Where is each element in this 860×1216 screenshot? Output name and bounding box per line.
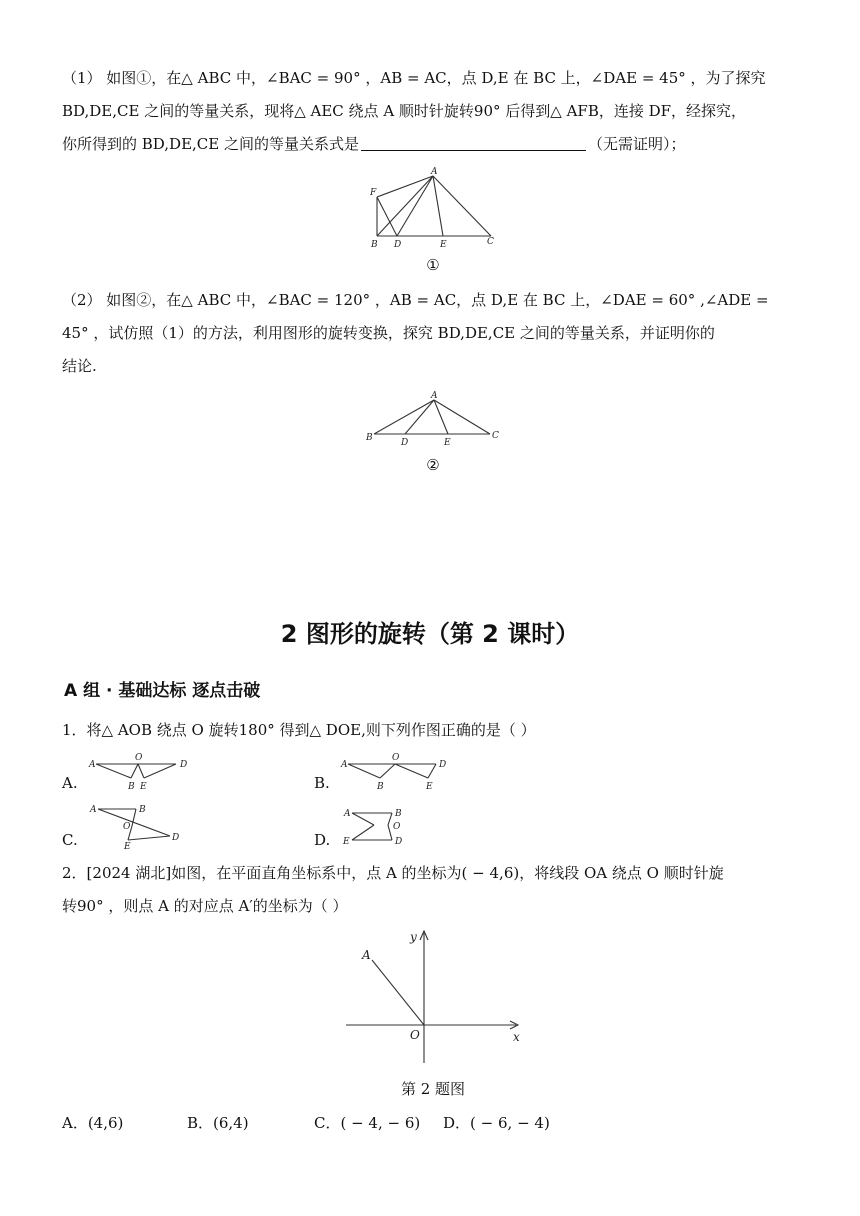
fig1-label-d: D [394,240,402,250]
fig2-label-e: E [444,438,451,448]
figure-2-caption: ② [426,456,440,474]
q1-option-d-label: D. [314,831,331,849]
part1-line3-before: 你所得到的 BD,DE,CE 之间的等量关系式是 [62,135,359,153]
qb-label-b: B [377,782,384,792]
qa-segment-ed [144,764,176,778]
q2-label-y: y [410,930,417,944]
q2-option-a: A．(4,6) [62,1114,124,1132]
qb-segment-ab [348,764,380,778]
q1-option-b-figure [340,750,455,792]
qd-segment-ao [352,813,374,825]
fig2-label-d: D [401,438,409,448]
qa-label-b: B [128,782,135,792]
q2-option-b: B．(6,4) [187,1114,249,1132]
q2-figure-caption: 第 2 题图 [400,1080,466,1098]
qa-segment-bo [131,764,138,778]
qb-label-d: D [439,760,447,770]
q1-stem-line: 1．将△ AOB 绕点 O 旋转180° 得到△ DOE,则下列作图正确的是（ ） [62,721,536,739]
qb-segment-oe [395,764,428,778]
fig1-label-f: F [370,188,377,198]
part1-line3 [62,128,802,161]
qc-label-d: D [172,833,180,843]
qb-label-a: A [341,760,348,770]
fig2-segment-ac [434,400,490,434]
q2-option-c: C．( − 4, − 6) [314,1114,421,1132]
q1-stem [62,714,802,747]
part2-line3: 结论. [62,357,97,375]
fig2-segment-ae [434,400,448,434]
qd-segment-od [388,825,392,840]
q2-line1: 2．[2024 湖北]如图，在平面直角坐标系中，点 A 的坐标为( − 4,6)，将线段 OA 绕点 O 顺时针旋 [62,864,724,882]
fig1-segment-ba [377,176,433,236]
qa-label-d: D [180,760,188,770]
q1-option-a-label: A. [62,774,78,792]
fig1-label-a: A [431,167,438,177]
qd-label-a: A [344,809,351,819]
part2-text [62,284,802,383]
q1-option-a-figure [88,750,198,792]
fig2-label-c: C [492,431,499,441]
q2-option-d: D．( − 6, − 4) [443,1114,550,1132]
qa-label-e: E [140,782,147,792]
answer-blank [361,132,586,151]
q1-option-c-label: C. [62,831,78,849]
fig1-label-e: E [440,240,447,250]
fig1-segment-ad [397,176,433,236]
figure-q2-coordinate-plane [340,925,530,1067]
figure-1-caption: ① [426,256,440,274]
part1-line2: BD,DE,CE 之间的等量关系，现将△ AEC 绕点 A 顺时针旋转90° 后得到△ AFB，连接 DF，经探究， [62,102,747,120]
qc-label-b: B [139,805,146,815]
fig2-segment-ad [405,400,434,434]
qc-segment-ad [98,809,170,836]
q2-label-o: O [410,1028,420,1042]
qa-segment-ab [96,764,131,778]
qa-label-o: O [135,753,143,763]
part1-text [62,62,802,161]
qd-label-d: D [395,837,403,847]
q2-line2: 转90° ，则点 A 的对应点 A′的坐标为（ ） [62,897,348,915]
qc-segment-ed [128,836,170,840]
qb-segment-ed [428,764,436,778]
qd-label-e: E [343,837,350,847]
figure-1 [365,165,505,255]
fig2-label-b: B [366,433,373,443]
qa-segment-oe [138,764,144,778]
qc-label-a: A [90,805,97,815]
q1-option-c-figure [88,800,188,850]
q1-option-b-label: B. [314,774,330,792]
q2-label-x: x [513,1030,520,1044]
qd-segment-bo [388,813,392,825]
part2-line1: （2） 如图②，在△ ABC 中，∠BAC = 120° ，AB = AC，点 D,E 在 BC 上，∠DAE = 60° ,∠ADE = [62,291,769,309]
qa-label-a: A [89,760,96,770]
fig1-segment-fd [377,197,397,236]
qc-label-e: E [124,842,131,850]
fig1-label-b: B [371,240,378,250]
qb-segment-bo [380,764,395,778]
q1-option-d-figure [338,800,418,850]
qd-label-o: O [393,822,401,832]
q2-text [62,857,802,923]
figure-2 [362,388,504,450]
qb-label-e: E [426,782,433,792]
qd-segment-oe [352,825,374,840]
qb-label-o: O [392,753,400,763]
fig1-label-c: C [487,237,494,247]
group-title: A 组 · 基础达标 逐点击破 [64,681,261,701]
fig1-segment-fa [377,176,433,197]
qd-label-b: B [395,809,402,819]
q2-label-a: A [362,948,371,962]
part1-line3-after: （无需证明）； [588,135,686,153]
qc-label-o: O [123,822,131,832]
section-title: 2 图形的旋转（第 2 课时） [280,620,580,648]
part2-line2: 45° ，试仿照（1）的方法，利用图形的旋转变换，探究 BD,DE,CE 之间的等量关系，并证明你的 [62,324,715,342]
fig2-segment-ba [374,400,434,434]
segment-oa [372,960,424,1025]
part1-line1: （1） 如图①，在△ ABC 中，∠BAC = 90° ，AB = AC，点 D,E 在 BC 上，∠DAE = 45° ，为了探究 [62,69,766,87]
fig2-label-a: A [431,391,438,401]
